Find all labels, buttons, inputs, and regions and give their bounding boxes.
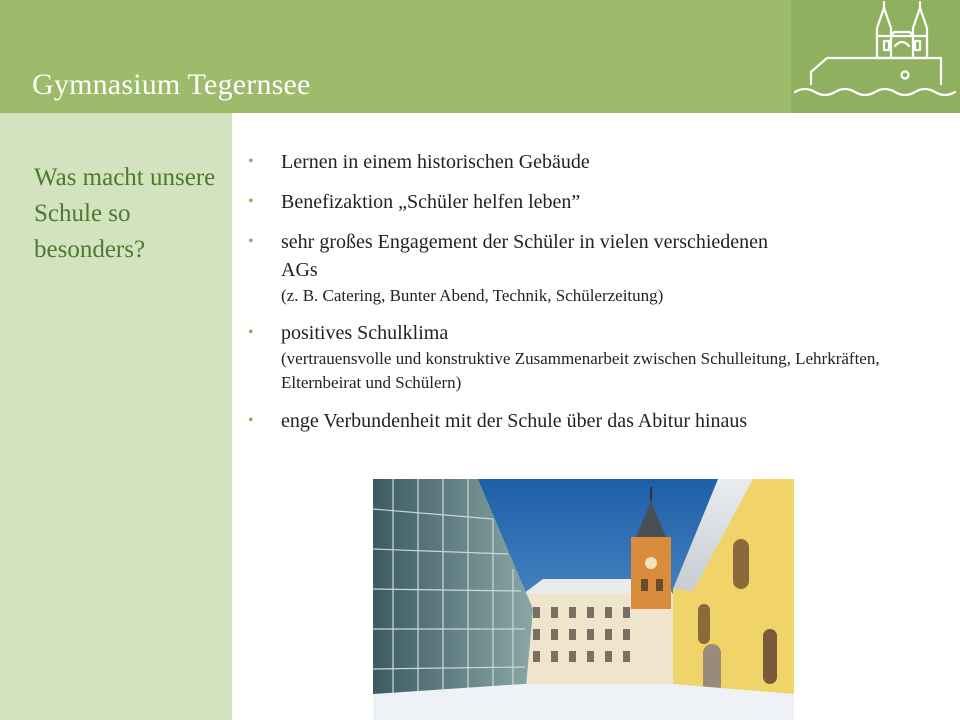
bullet-subtext: (z. B. Catering, Bunter Abend, Technik, Schülerzeitung) xyxy=(281,286,664,305)
monastery-logo-icon xyxy=(791,0,960,113)
bullet-item xyxy=(248,228,948,308)
logo xyxy=(791,0,960,113)
bullet-subtext: (vertrauensvolle und konstruktive Zusammenarbeit zwischen Schulleitung, Lehrkräften, Elternbeirat und Schülern) xyxy=(281,349,880,392)
bullet-text: Benefizaktion „Schüler helfen leben” xyxy=(281,191,581,213)
bullet-list xyxy=(248,148,948,435)
bullet-item xyxy=(248,148,948,176)
school-building-photo xyxy=(373,479,794,720)
bullet-icon: • xyxy=(248,233,254,250)
bullet-icon: • xyxy=(248,153,254,170)
bullet-icon: • xyxy=(248,324,254,341)
bullet-text: positives Schulklima xyxy=(281,322,449,344)
bullet-text: Lernen in einem historischen Gebäude xyxy=(281,151,590,173)
bullet-icon: • xyxy=(248,193,254,210)
bullet-text: enge Verbundenheit mit der Schule über das Abitur hinaus xyxy=(281,410,748,432)
bullet-item xyxy=(248,407,948,435)
page-title: Gymnasium Tegernsee xyxy=(32,68,311,101)
bullet-text: sehr großes Engagement der Schüler in vielen verschiedenen AGs xyxy=(281,231,769,281)
bullet-icon: • xyxy=(248,412,254,429)
bullet-item xyxy=(248,319,948,395)
slide-question: Was macht unsere Schule so besonders? xyxy=(34,164,216,263)
header-bar xyxy=(0,0,960,113)
bullet-item xyxy=(248,188,948,216)
